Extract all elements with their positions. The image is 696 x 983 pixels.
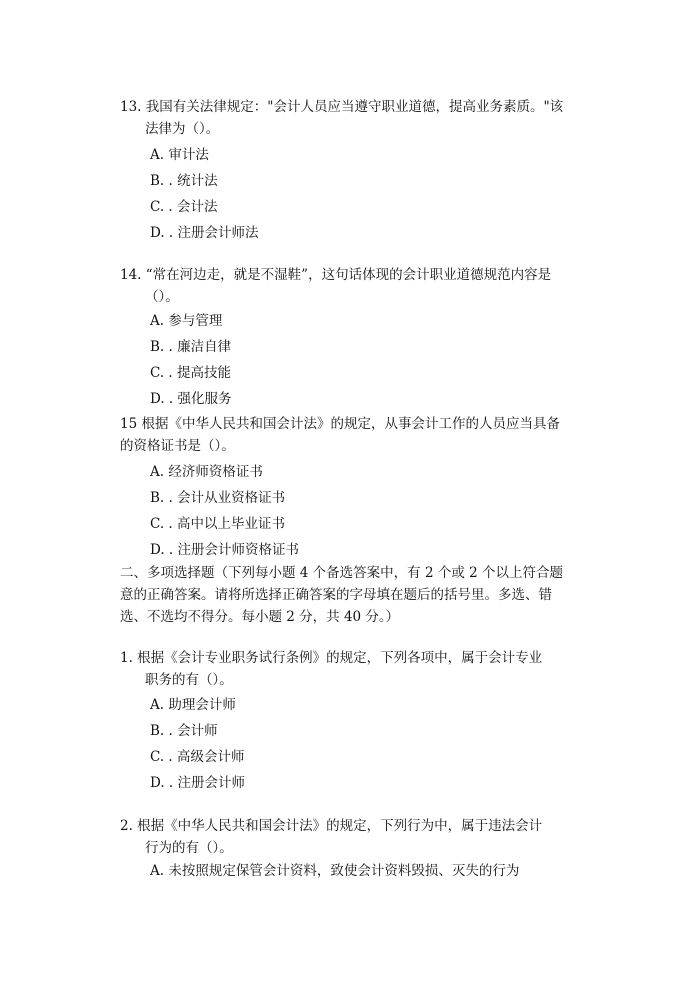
option-a: A. 助理会计师	[150, 697, 236, 713]
option-c: C. . 会计法	[150, 199, 218, 215]
question-stem-continued: 行为的有（）。	[145, 840, 233, 856]
option-c: C. . 提高技能	[150, 365, 232, 381]
question-15	[120, 413, 580, 457]
option-b: B. . 会计师	[150, 723, 218, 739]
option-b: B. . 统计法	[150, 173, 218, 189]
section-heading-multiple-choice	[120, 562, 580, 628]
option-d: D. . 强化服务	[150, 391, 232, 407]
option-d: D. . 注册会计师法	[150, 225, 259, 241]
option-a: A. 参与管理	[150, 313, 223, 329]
option-b: B. . 廉洁自律	[150, 339, 232, 355]
section-line: 选、不选均不得分。每小题 2 分，共 40 分。）	[120, 609, 400, 625]
section-line: 二、多项选择题（下列每小题 4 个备选答案中，有 2 个或 2 个以上符合题	[120, 565, 564, 581]
multi-question-2	[120, 815, 580, 859]
option-c: C. . 高级会计师	[150, 749, 245, 765]
option-b: B. . 会计从业资格证书	[150, 490, 286, 506]
question-stem: 1. 根据《会计专业职务试行条例》的规定，下列各项中，属于会计专业	[120, 650, 543, 666]
multi-question-1	[120, 647, 580, 691]
question-stem: 15 根据《中华人民共和国会计法》的规定，从事会计工作的人员应当具备	[120, 416, 560, 432]
question-stem: 13. 我国有关法律规定："会计人员应当遵守职业道德，提高业务素质。"该	[120, 99, 564, 115]
question-stem: 14. “常在河边走，就是不湿鞋”，这句话体现的会计职业道德规范内容是	[120, 267, 552, 283]
question-stem-continued: （）。	[145, 289, 179, 305]
question-13	[120, 96, 580, 140]
option-c: C. . 高中以上毕业证书	[150, 516, 286, 532]
question-stem: 2. 根据《中华人民共和国会计法》的规定，下列行为中，属于违法会计	[120, 818, 543, 834]
question-stem-continued: 职务的有（）。	[145, 672, 233, 688]
question-14	[120, 264, 580, 308]
option-d: D. . 注册会计师	[150, 775, 246, 791]
section-line: 意的正确答案。请将所选择正确答案的字母填在题后的括号里。多选、错	[120, 587, 552, 603]
question-stem-continued: 的资格证书是（）。	[120, 438, 235, 454]
option-a: A. 审计法	[150, 147, 209, 163]
question-stem-continued: 法律为（）。	[145, 121, 220, 137]
option-d: D. . 注册会计师资格证书	[150, 542, 300, 558]
option-a: A. 未按照规定保管会计资料，致使会计资料毁损、灭失的行为	[150, 863, 520, 879]
option-a: A. 经济师资格证书	[150, 464, 263, 480]
